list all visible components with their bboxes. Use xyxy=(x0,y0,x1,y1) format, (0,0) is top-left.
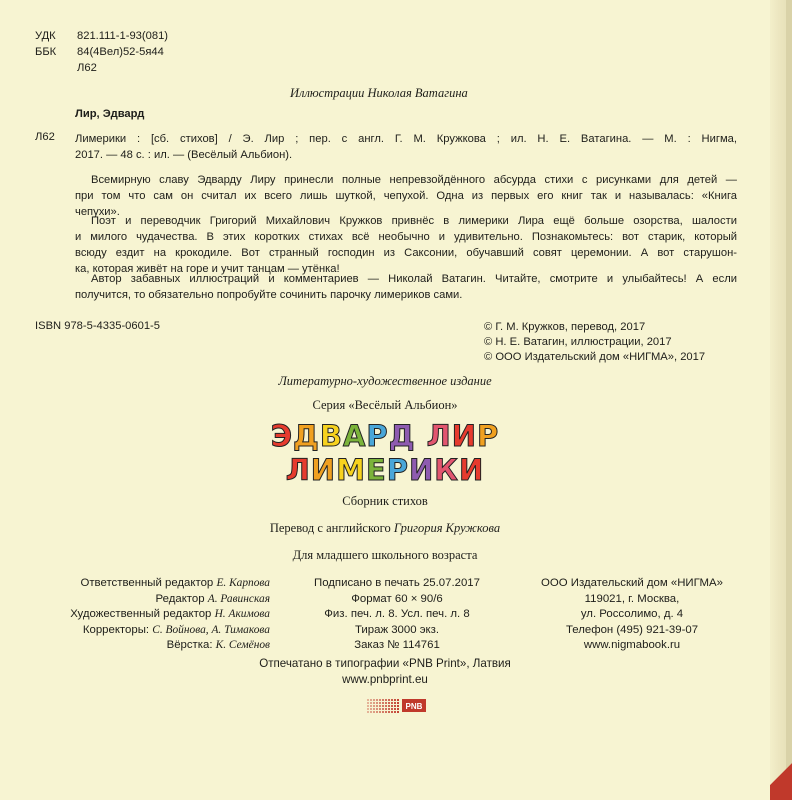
edition-type: Литературно-художественное издание xyxy=(278,374,492,388)
pnb-logo-dot xyxy=(385,711,387,713)
pnb-logo-dot xyxy=(385,699,387,701)
staff-name: С. Войнова, А. Тимакова xyxy=(152,623,270,636)
logo-letter: Р xyxy=(366,419,389,453)
publisher-url[interactable]: www.nigmabook.ru xyxy=(583,639,681,651)
pnb-logo-dot xyxy=(385,708,387,710)
bbk-value: 84(4Вел)52-5я44 xyxy=(77,46,164,58)
logo-author xyxy=(0,421,770,451)
pnb-logo-dot xyxy=(373,699,375,701)
annotation-line: получится, то обязательно попробуйте сочинить парочку лимериков сами. xyxy=(75,289,463,301)
pnb-logo-dot xyxy=(367,699,369,701)
series: Серия «Весёлый Альбион» xyxy=(312,398,458,412)
pnb-logo-dot xyxy=(373,708,375,710)
pnb-logo-dot xyxy=(379,699,381,701)
catalog-author-heading: Лир, Эдвард xyxy=(75,108,145,120)
annotation-paragraph-2 xyxy=(75,213,737,277)
isbn: ISBN 978-5-4335-0601-5 xyxy=(35,320,161,332)
classification-block xyxy=(35,28,168,76)
staff-row xyxy=(70,638,270,654)
age-rating: Для младшего школьного возраста xyxy=(292,548,478,562)
logo-letter: К xyxy=(434,453,460,487)
staff-role: Ответственный редактор xyxy=(80,577,217,589)
logo-letter: Д xyxy=(293,419,320,453)
catalog-description xyxy=(75,131,737,163)
pnb-logo-dot xyxy=(376,699,378,701)
pnb-logo-dot xyxy=(376,705,378,707)
author-mark: Л62 xyxy=(77,62,97,74)
pnb-logo-dot xyxy=(370,702,372,704)
staff-column xyxy=(70,576,270,654)
pnb-logo-dot xyxy=(376,708,378,710)
pnb-logo-dot xyxy=(382,711,384,713)
pnb-logo-dot xyxy=(373,705,375,707)
pnb-logo-dot xyxy=(394,705,396,707)
publisher-line: ул. Россолимо, д. 4 xyxy=(580,608,684,620)
publisher-line: 119021, г. Москва, xyxy=(584,592,680,605)
annotation-line: и милого чудачества. В этих коротких стихах всё необычно и удивительно. Познакомьтесь: вот старик, который xyxy=(75,231,737,243)
catalog-mark: Л62 xyxy=(35,131,55,143)
annotation-line: ка, которая живёт на горе и учит танцам — утёнка! xyxy=(75,263,340,275)
staff-name: Е. Карпова xyxy=(216,577,270,589)
pnb-logo-dot xyxy=(385,702,387,704)
pnb-logo-dot xyxy=(397,708,399,710)
logo-letter xyxy=(416,419,427,453)
pnb-logo-dot xyxy=(397,702,399,704)
collection-type: Сборник стихов xyxy=(342,494,428,508)
pnb-logo-dot xyxy=(394,711,396,713)
staff-row xyxy=(70,623,270,639)
pnb-logo-dot xyxy=(391,702,393,704)
pnb-logo-dot xyxy=(376,711,378,713)
pnb-logo-dot xyxy=(397,711,399,713)
logo-letter: Э xyxy=(270,419,294,453)
logo-letter: Л xyxy=(426,419,452,453)
pnb-logo-dot xyxy=(388,711,390,713)
logo-letter: И xyxy=(409,453,435,487)
pnb-logo-dot xyxy=(388,699,390,701)
print-info-line: Формат 60 × 90/6 xyxy=(351,592,443,605)
logo-author-text xyxy=(271,419,500,453)
logo-letter: Р xyxy=(477,419,500,453)
staff-name: Н. Акимова xyxy=(214,608,270,620)
pnb-logo-dot xyxy=(367,702,369,704)
pnb-logo-dot xyxy=(397,699,399,701)
logo-letter: Е xyxy=(365,453,387,487)
pnb-logo-dot xyxy=(370,699,372,701)
copyright-block xyxy=(484,320,705,365)
translation-prefix: Перевод с английского xyxy=(269,521,394,535)
pnb-logo-dot xyxy=(367,708,369,710)
pnb-logo-text: PNB xyxy=(405,702,423,711)
pnb-logo-dot xyxy=(370,711,372,713)
annotation-line: при том что сам он считал их всего лишь шуткой, чепухой. Одна из первых его книг так и называлась: «Книга xyxy=(75,190,737,202)
copyright-line: © Г. М. Кружков, перевод, 2017 xyxy=(484,321,646,333)
print-info-line: Заказ № 114761 xyxy=(354,639,440,651)
logo-letter: Д xyxy=(388,419,416,453)
annotation-line: Автор забавных иллюстраций и комментариев — Николай Ватагин. Читайте, смотрите и улыбайтесь! А если xyxy=(91,273,737,285)
pnb-logo-dot xyxy=(382,708,384,710)
pnb-logo-dot xyxy=(391,708,393,710)
cover-corner xyxy=(770,760,792,800)
pnb-logo-dot xyxy=(379,708,381,710)
pnb-logo-dot xyxy=(385,705,387,707)
print-info-line: Физ. печ. л. 8. Усл. печ. л. 8 xyxy=(324,608,470,620)
staff-role: Художественный редактор xyxy=(70,608,215,620)
translator-name: Григория Кружкова xyxy=(393,521,501,535)
logo-title xyxy=(0,455,770,485)
pnb-logo-dot xyxy=(388,708,390,710)
staff-row xyxy=(70,576,270,592)
print-info-line: Тираж 3000 экз. xyxy=(354,623,440,636)
udk-label: УДК xyxy=(35,30,56,42)
copyright-line: © ООО Издательский дом «НИГМА», 2017 xyxy=(484,351,706,363)
publisher-column xyxy=(512,576,752,654)
printer-url[interactable]: www.pnbprint.eu xyxy=(342,673,428,686)
catalog-line: Лимерики : [сб. стихов] / Э. Лир ; пер. с англ. Г. М. Кружкова ; ил. Н. Е. Ватагина. — М. : Нигма, xyxy=(75,133,737,145)
pnb-logo-dot xyxy=(394,702,396,704)
staff-row xyxy=(70,592,270,608)
printed-at: Отпечатано в типографии «PNB Print», Латвия xyxy=(259,657,511,670)
udk-value: 821.111-1-93(081) xyxy=(77,30,169,42)
pnb-logo-dot xyxy=(388,705,390,707)
logo-letter: М xyxy=(336,453,366,487)
pnb-logo-dot xyxy=(382,702,384,704)
bbk-label: ББК xyxy=(35,46,57,58)
logo-letter: И xyxy=(459,453,485,487)
pnb-logo-dot xyxy=(388,702,390,704)
illustrations-credit: Иллюстрации Николая Ватагина xyxy=(290,86,468,100)
publisher-line: ООО Издательский дом «НИГМА» xyxy=(541,577,723,589)
pnb-logo-dot xyxy=(394,699,396,701)
staff-name: А. Равинская xyxy=(207,592,270,605)
pnb-logo-dot xyxy=(367,711,369,713)
pnb-logo-dot xyxy=(391,705,393,707)
staff-role: Корректоры: xyxy=(82,623,153,636)
copyright-line: © Н. Е. Ватагин, иллюстрации, 2017 xyxy=(484,336,672,348)
pnb-logo-dot xyxy=(394,708,396,710)
logo-letter: А xyxy=(342,419,367,453)
translation-credit xyxy=(0,521,770,536)
pnb-logo-dot xyxy=(379,711,381,713)
logo-letter: Р xyxy=(386,453,410,487)
page-edge-shadow xyxy=(786,0,792,800)
logo-title-text xyxy=(286,453,485,487)
pnb-logo-dot xyxy=(367,705,369,707)
logo-letter: Л xyxy=(285,453,311,487)
pnb-logo-dot xyxy=(397,705,399,707)
annotation-line: чепухи». xyxy=(75,206,120,218)
pnb-logo-dot xyxy=(382,705,384,707)
annotation-line: всюду ездит на крокодиле. Вот странный господин из Саксонии, обучавший совят церемонии. А вот старушон- xyxy=(75,247,737,259)
pnb-logo-dot xyxy=(376,702,378,704)
pnb-logo-dot xyxy=(373,711,375,713)
pnb-logo-dot xyxy=(391,699,393,701)
annotation-line: Всемирную славу Эдварду Лиру принесли полные непревзойдённого абсурда стихи с рисунками для детей — xyxy=(91,174,737,186)
catalog-line: 2017. — 48 с. : ил. — (Весёлый Альбион). xyxy=(75,149,293,161)
pnb-logo-dot xyxy=(373,702,375,704)
pnb-logo-dot xyxy=(382,699,384,701)
pnb-logo-mark xyxy=(366,697,428,715)
pnb-logo-dot xyxy=(379,705,381,707)
annotation-paragraph-3 xyxy=(75,271,737,303)
pnb-logo-dot xyxy=(370,708,372,710)
staff-name: К. Семёнов xyxy=(215,639,270,651)
pnb-logo xyxy=(366,697,428,715)
logo-letter: В xyxy=(319,419,343,453)
annotation-line: Поэт и переводчик Григорий Михайлович Кружков привнёс в лимерики Лира ещё больше озорства, шалости xyxy=(91,215,737,227)
staff-role: Редактор xyxy=(155,592,208,605)
staff-role: Вёрстка: xyxy=(166,639,216,651)
print-info-line: Подписано в печать 25.07.2017 xyxy=(314,577,480,589)
publisher-line: Телефон (495) 921-39-07 xyxy=(565,623,699,636)
pnb-logo-dot xyxy=(391,711,393,713)
logo-letter: И xyxy=(310,453,337,487)
pnb-logo-dot xyxy=(370,705,372,707)
staff-row xyxy=(70,607,270,623)
logo-letter: И xyxy=(451,419,477,453)
print-info-column xyxy=(286,576,508,654)
pnb-logo-dot xyxy=(379,702,381,704)
